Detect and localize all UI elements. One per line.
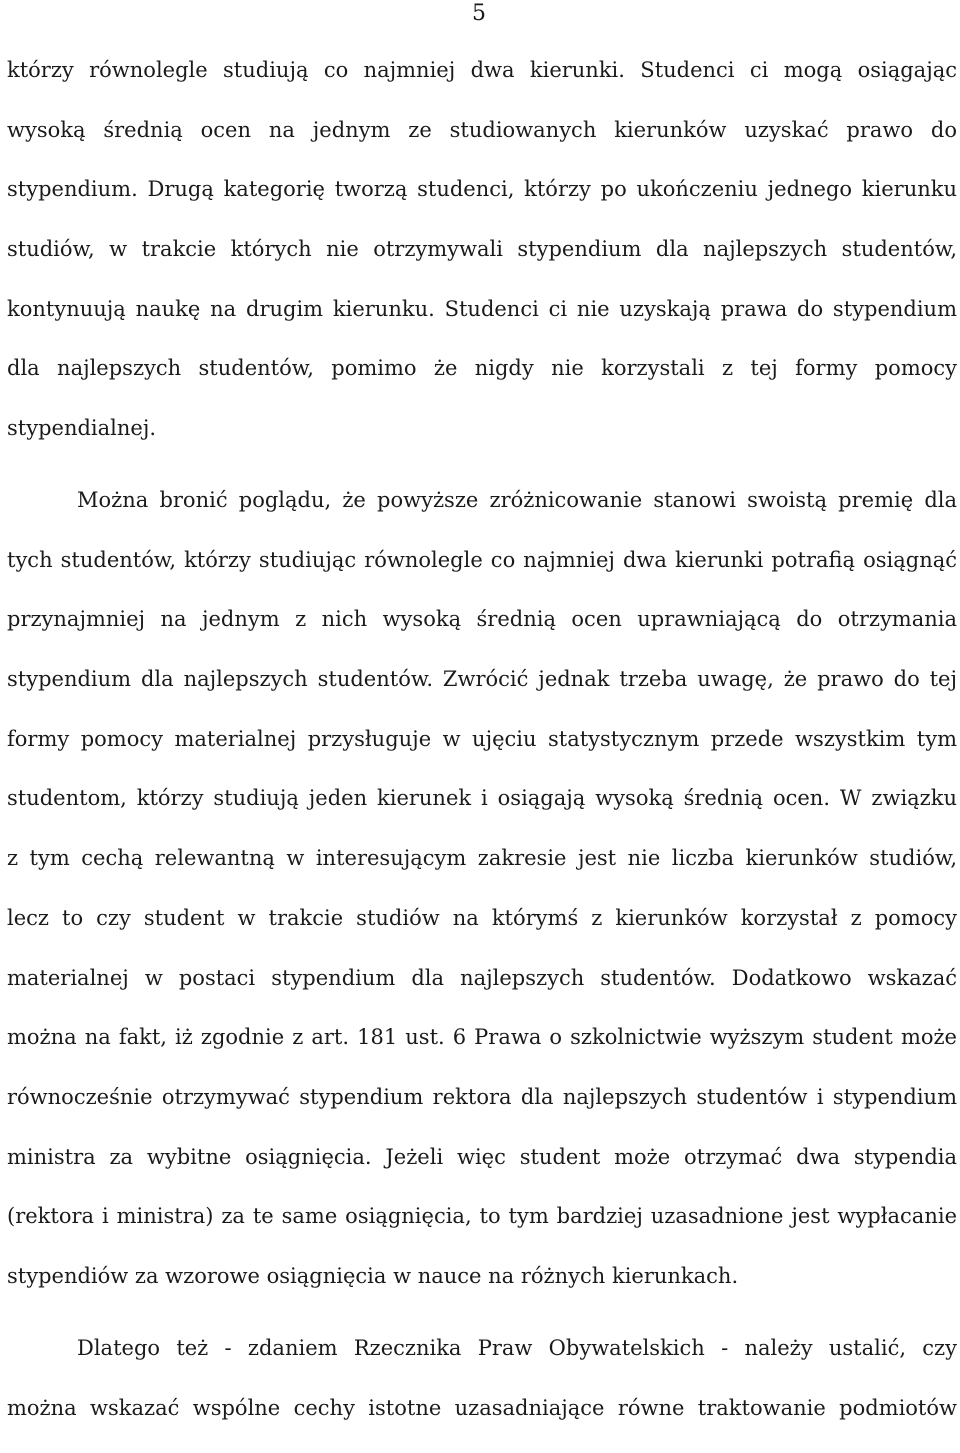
text-line: formy pomocy materialnej przysługuje w ujęciu statystycznym przede wszystkim tym <box>7 726 957 751</box>
text-line: Dlatego też - zdaniem Rzecznika Praw Obywatelskich - należy ustalić, czy <box>77 1336 957 1360</box>
page-number: 5 <box>472 1 486 26</box>
text-line: kontynuują naukę na drugim kierunku. Studenci ci nie uzyskają prawa do stypendium <box>7 296 957 321</box>
text-line: ministra za wybitne osiągnięcia. Jeżeli więc student może otrzymać dwa stypendia <box>7 1144 957 1169</box>
text-line: równocześnie otrzymywać stypendium rektora dla najlepszych studentów i stypendium <box>7 1084 957 1109</box>
text-line: wysoką średnią ocen na jednym ze studiowanych kierunków uzyskać prawo do <box>7 117 957 142</box>
text-line: przynajmniej na jednym z nich wysoką średnią ocen uprawniającą do otrzymania <box>7 607 957 632</box>
paragraph-1 <box>7 56 957 474</box>
text-line: studentom, którzy studiują jeden kierunek i osiągają wysoką średnią ocen. W związku <box>7 786 957 811</box>
text-line: stypendium dla najlepszych studentów. Zwrócić jednak trzeba uwagę, że prawo do tej <box>7 667 957 692</box>
paragraph-2 <box>7 486 957 1322</box>
text-line: można na fakt, iż zgodnie z art. 181 ust. 6 Prawa o szkolnictwie wyższym student może <box>7 1025 957 1050</box>
text-line: którzy równolegle studiują co najmniej dwa kierunki. Studenci ci mogą osiągając <box>7 58 957 82</box>
text-line: stypendiów za wzorowe osiągnięcia w nauce na różnych kierunkach. <box>7 1263 739 1288</box>
text-line: stypendialnej. <box>7 416 157 441</box>
text-line: lecz to czy student w trakcie studiów na którymś z kierunków korzystał z pomocy <box>7 905 957 930</box>
text-line: stypendium. Drugą kategorię tworzą studenci, którzy po ukończeniu jednego kierunku <box>7 177 957 202</box>
text-line: dla najlepszych studentów, pomimo że nigdy nie korzystali z tej formy pomocy <box>7 356 957 381</box>
text-line: można wskazać wspólne cechy istotne uzasadniające równe traktowanie podmiotów <box>7 1395 957 1420</box>
text-line: studiów, w trakcie których nie otrzymywali stypendium dla najlepszych studentów, <box>7 237 957 262</box>
text-line: Można bronić poglądu, że powyższe zróżnicowanie stanowi swoistą premię dla <box>77 488 957 512</box>
text-line: tych studentów, którzy studiując równolegle co najmniej dwa kierunki potrafią osiągnąć <box>7 547 957 572</box>
text-line: materialnej w postaci stypendium dla najlepszych studentów. Dodatkowo wskazać <box>7 965 957 990</box>
text-line: (rektora i ministra) za te same osiągnięcia, to tym bardziej uzasadnione jest wypłacanie <box>7 1204 957 1229</box>
text-line: z tym cechą relewantną w interesującym zakresie jest nie liczba kierunków studiów, <box>7 846 957 871</box>
paragraph-3 <box>7 1334 957 1453</box>
